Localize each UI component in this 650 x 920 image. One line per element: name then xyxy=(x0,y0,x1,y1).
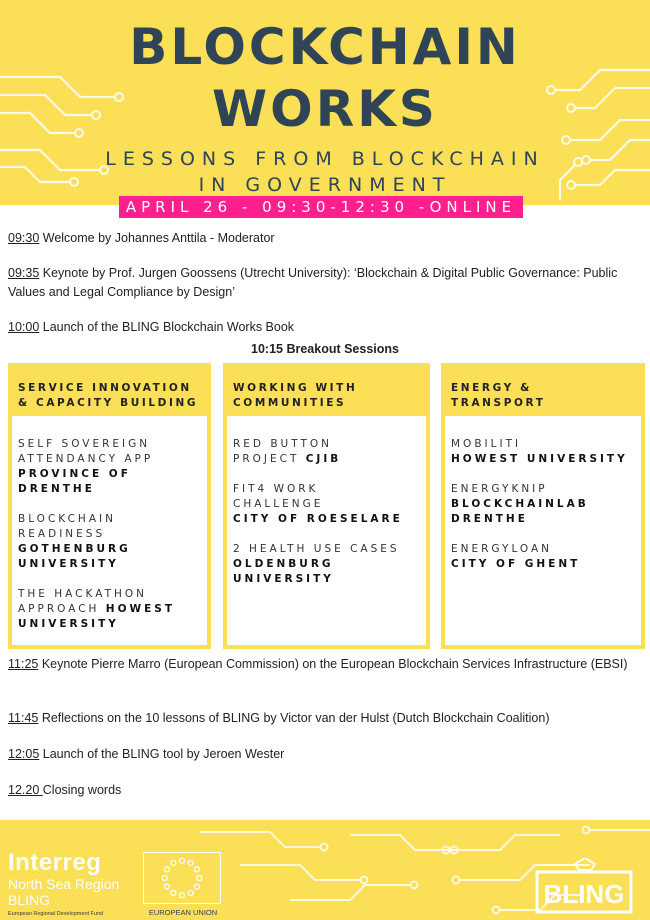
agenda-text: Welcome by Johannes Anttila - Moderator xyxy=(39,231,275,245)
agenda-item-keynote-marro xyxy=(8,655,628,674)
breakout-sessions-heading: 10:15 Breakout Sessions xyxy=(251,342,399,356)
eu-label: EUROPEAN UNION xyxy=(148,908,218,917)
session-entry xyxy=(18,512,205,572)
session-entry xyxy=(233,482,424,527)
session-entries xyxy=(233,437,424,602)
entry-organisation: PROVINCE OF DRENTHE xyxy=(18,468,131,495)
region-label: North Sea Region xyxy=(8,876,120,892)
fund-label: European Regional Development Fund xyxy=(8,911,104,917)
header-banner xyxy=(0,0,650,205)
project-label: BLING xyxy=(8,892,51,908)
session-title-line-1: ENERGY & xyxy=(451,382,532,394)
session-box-working-with-communities xyxy=(223,363,430,649)
agenda-time: 12.20 xyxy=(8,783,43,797)
interreg-wordmark: Interreg xyxy=(8,849,102,876)
session-entries xyxy=(18,437,205,647)
agenda-time: 11:45 xyxy=(8,711,39,725)
footer-banner xyxy=(0,820,650,920)
entry-name: THE HACKATHON APPROACH xyxy=(18,588,148,615)
bling-logo-icon xyxy=(535,858,635,916)
session-entry xyxy=(451,437,639,467)
session-title-line-2: COMMUNITIES xyxy=(233,397,347,409)
entry-organisation: CJIB xyxy=(305,453,342,465)
agenda-text: Launch of the BLING tool by Jeroen Wester xyxy=(39,747,285,761)
session-box-energy-transport xyxy=(441,363,645,649)
session-title-line-2: & CAPACITY BUILDING xyxy=(18,397,199,409)
entry-name: ENERGYKNIP xyxy=(451,483,548,495)
entry-name: FIT4 WORK CHALLENGE xyxy=(233,483,324,510)
session-entry xyxy=(451,482,639,527)
circuit-decoration-footer-left-icon xyxy=(200,820,460,920)
entry-name: BLOCKCHAIN READINESS xyxy=(18,513,116,540)
agenda-text: Keynote Pierre Marro (European Commission) on the European Blockchain Services Infrastructure (EBSI) xyxy=(38,657,628,671)
session-box-service-innovation xyxy=(8,363,211,649)
agenda-text: Keynote by Prof. Jurgen Goossens (Utrecht University): ‘Blockchain & Digital Public Governance: Public Values and Legal Compliance by Design’ xyxy=(8,266,618,299)
interreg-logo xyxy=(8,850,138,918)
entry-organisation: HOWEST UNIVERSITY xyxy=(18,603,175,630)
session-entry xyxy=(233,542,424,587)
session-title-line-2: TRANSPORT xyxy=(451,397,546,409)
session-entry xyxy=(18,437,205,497)
agenda-item-reflections xyxy=(8,709,628,728)
session-entries xyxy=(451,437,639,587)
subtitle-line-1: LESSONS FROM BLOCKCHAIN xyxy=(105,148,545,170)
agenda-time: 11:25 xyxy=(8,657,39,671)
bling-logo-text: BLING xyxy=(543,879,625,909)
entry-organisation: GOTHENBURG UNIVERSITY xyxy=(18,543,131,570)
entry-name: RED BUTTON PROJECT xyxy=(233,438,333,465)
entry-name: SELF SOVEREIGN ATTENDANCY APP xyxy=(18,438,154,465)
agenda-item-tool-launch xyxy=(8,745,628,764)
agenda-time: 12:05 xyxy=(8,747,40,761)
page-title-line-1: BLOCKCHAIN xyxy=(129,18,521,76)
agenda-item-keynote-goossens xyxy=(8,264,628,302)
entry-organisation: CITY OF ROESELARE xyxy=(233,513,403,525)
agenda-time: 10:00 xyxy=(8,320,40,334)
session-entry xyxy=(451,542,639,572)
session-title xyxy=(451,381,639,411)
agenda-item-welcome xyxy=(8,229,628,248)
agenda-item-book-launch xyxy=(8,318,628,337)
session-title-line-1: SERVICE INNOVATION xyxy=(18,382,192,394)
session-entry xyxy=(18,587,203,632)
session-entry xyxy=(233,437,353,467)
entry-organisation: HOWEST UNIVERSITY xyxy=(451,453,628,465)
entry-name: 2 HEALTH USE CASES xyxy=(233,543,400,555)
session-title xyxy=(233,381,424,411)
session-title xyxy=(18,381,205,411)
entry-organisation: CITY OF GHENT xyxy=(451,558,581,570)
agenda-item-closing xyxy=(8,781,628,800)
entry-name: ENERGYLOAN xyxy=(451,543,553,555)
agenda-text: Closing words xyxy=(42,783,122,797)
agenda-time: 09:35 xyxy=(8,266,40,280)
subtitle-line-2: IN GOVERNMENT xyxy=(198,174,452,196)
eu-flag-icon xyxy=(143,852,221,904)
entry-name: MOBILITI xyxy=(451,438,522,450)
agenda-text: Reflections on the 10 lessons of BLING by Victor van der Hulst (Dutch Blockchain Coalition) xyxy=(38,711,550,725)
agenda-time: 09:30 xyxy=(8,231,40,245)
agenda-text: Launch of the BLING Blockchain Works Book xyxy=(39,320,295,334)
session-title-line-1: WORKING WITH xyxy=(233,382,358,394)
entry-organisation: BLOCKCHAINLAB DRENTHE xyxy=(451,498,589,525)
page-title-line-2: WORKS xyxy=(212,80,438,138)
date-time-banner: APRIL 26 - 09:30-12:30 -ONLINE xyxy=(119,196,523,218)
entry-organisation: OLDENBURG UNIVERSITY xyxy=(233,558,334,585)
